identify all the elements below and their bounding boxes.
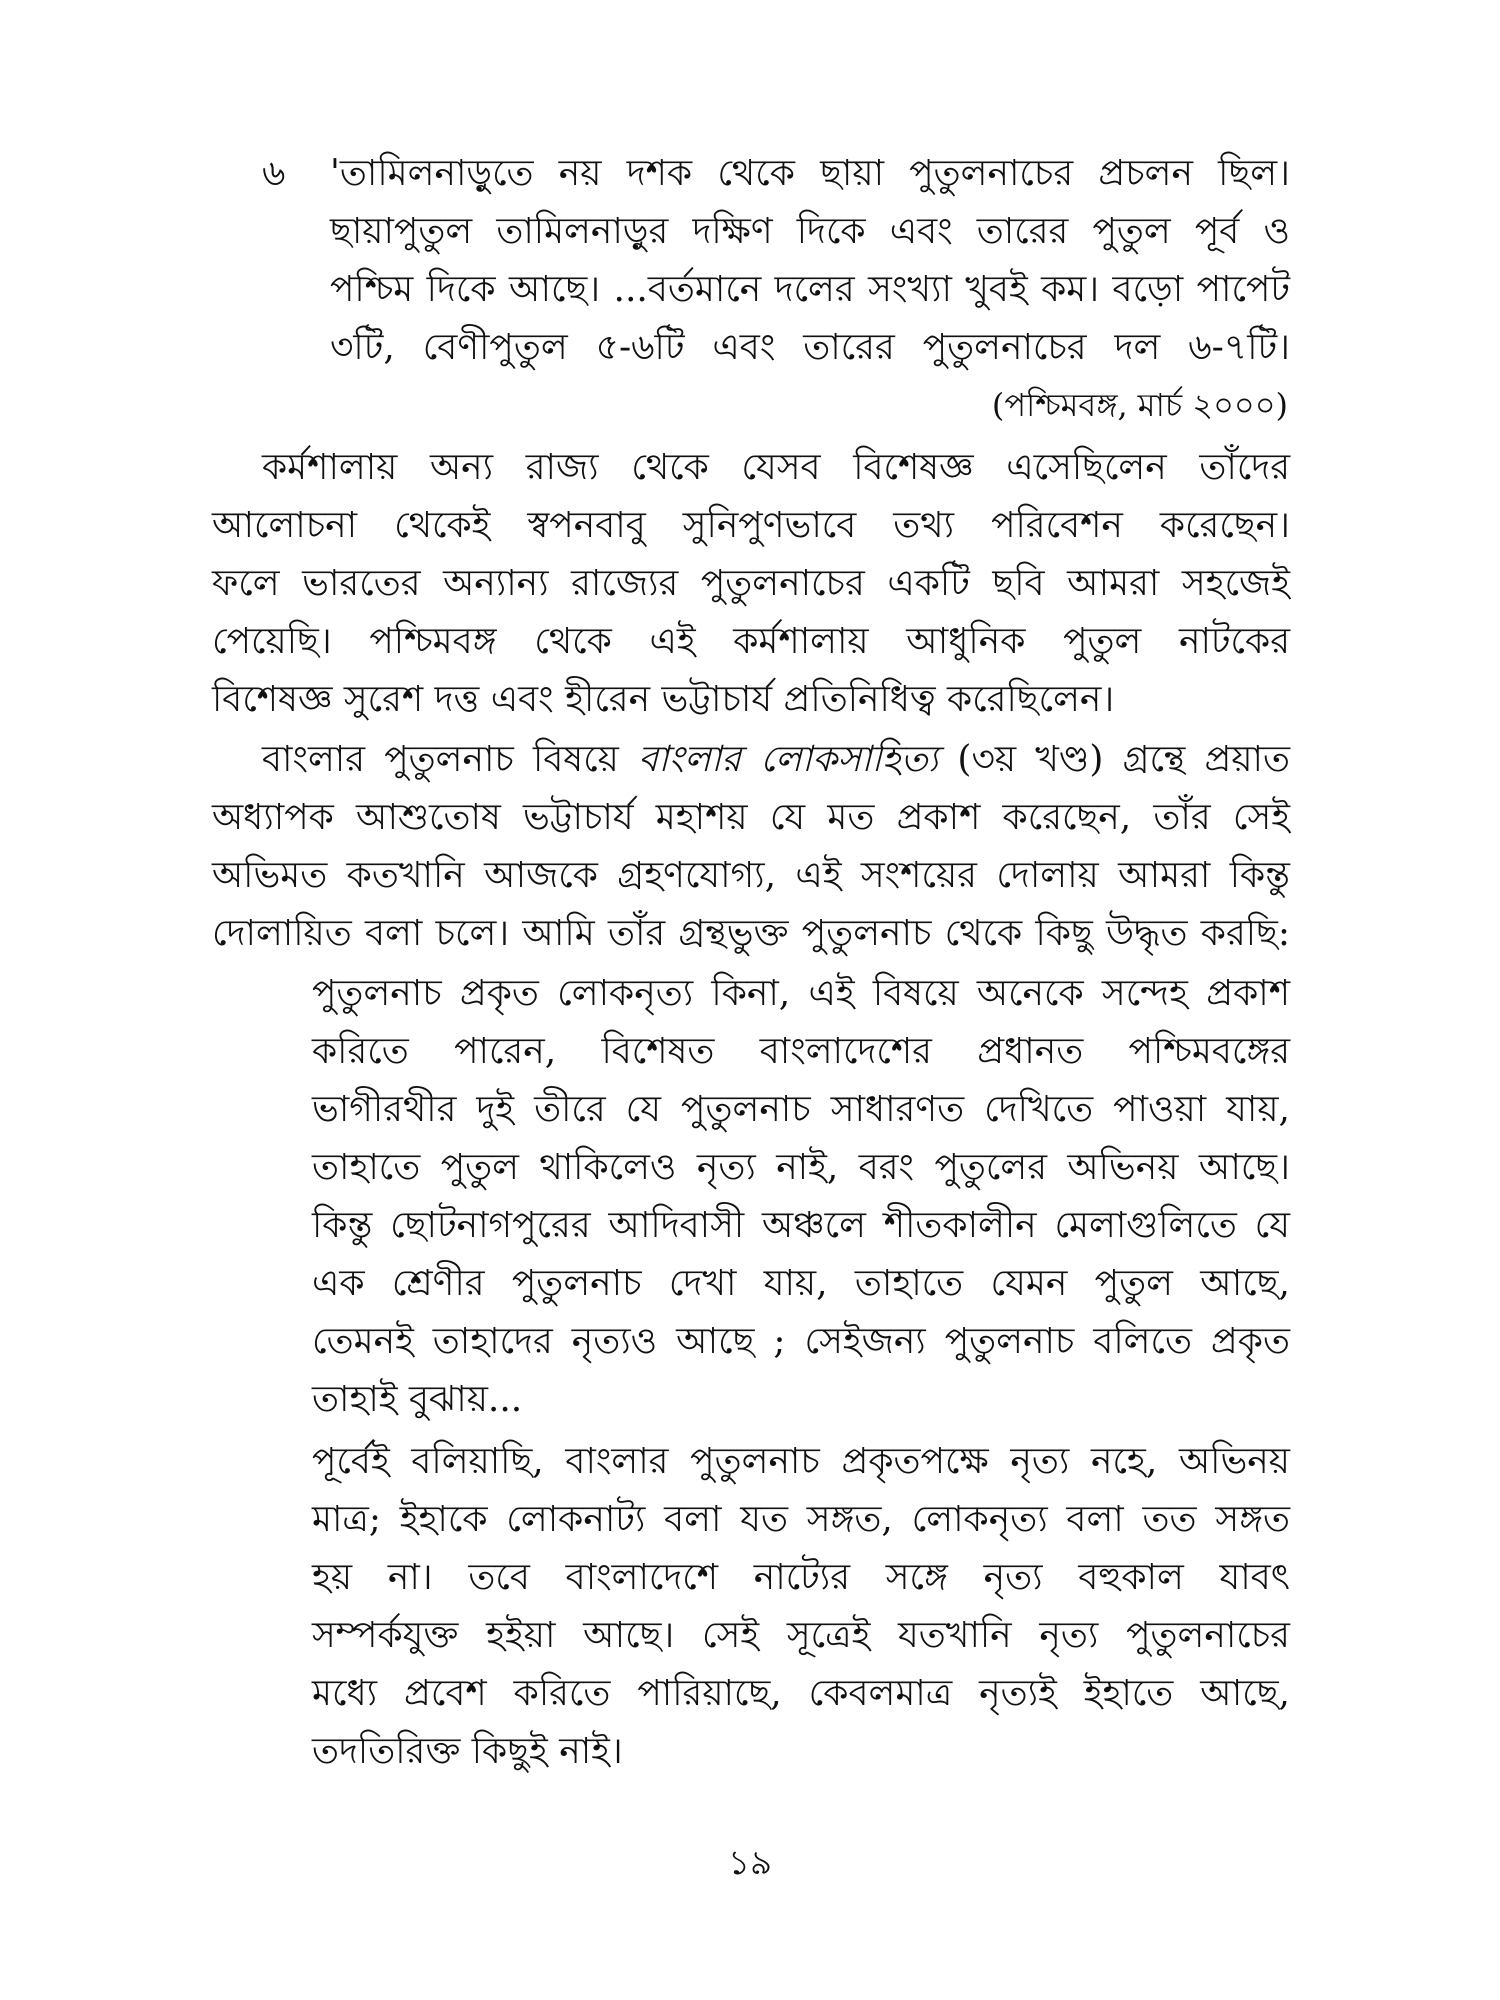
page-number: ১৯ xyxy=(727,1843,773,1883)
quote2-line-1: পূর্বেই বলিয়াছি, বাংলার পুতুলনাচ প্রকৃতপক্ষে নৃত্য নহে, অভিনয় xyxy=(312,1441,1290,1482)
quote-number: ৬ xyxy=(262,153,286,194)
quote1-line-1: পুতুলনাচ প্রকৃত লোকনৃত্য কিনা, এই বিষয়ে অনেকে সন্দেহ প্রকাশ xyxy=(312,973,1290,1014)
quote1-line-2: করিতে পারেন, বিশেষত বাংলাদেশের প্রধানত পশ্চিমবঙ্গের xyxy=(312,1031,1290,1072)
para2-line-1-end: (৩য় খণ্ড) গ্রন্থে প্রয়াত xyxy=(938,739,1291,780)
quote2-line-6: তদতিরিক্ত কিছুই নাই। xyxy=(312,1731,623,1772)
quote1-line-3: ভাগীরথীর দুই তীরে যে পুতুলনাচ সাধারণত দেখিতে পাওয়া যায়, xyxy=(312,1089,1290,1130)
para2-line-1-start: বাংলার পুতুলনাচ বিষয়ে xyxy=(262,739,639,780)
quote2-line-4: সম্পর্কযুক্ত হইয়া আছে। সেই সূত্রেই যতখানি নৃত্য পুতুলনাচের xyxy=(312,1615,1290,1656)
para1-line-5: বিশেষজ্ঞ সুরেশ দত্ত এবং হীরেন ভট্টাচার্য প্রতিনিধিত্ব করেছিলেন। xyxy=(212,679,1115,720)
quote6-line-4: ৩টি, বেণীপুতুল ৫-৬টি এবং তারের পুতুলনাচের দল ৬-৭টি। xyxy=(330,327,1290,368)
para2-line-2: অধ্যাপক আশুতোষ ভট্টাচার্য মহাশয় যে মত প্রকাশ করেছেন, তাঁর সেই xyxy=(212,797,1290,838)
book-title: বাংলার লোকসাহিত্য xyxy=(638,739,939,780)
para1-line-1: কর্মশালায় অন্য রাজ্য থেকে যেসব বিশেষজ্ঞ এসেছিলেন তাঁদের xyxy=(262,447,1290,488)
para2-line-1 xyxy=(262,732,1290,788)
para1-line-4: পেয়েছি। পশ্চিমবঙ্গ থেকে এই কর্মশালায় আধুনিক পুতুল নাটকের xyxy=(212,621,1290,662)
para1-line-3: ফলে ভারতের অন্যান্য রাজ্যের পুতুলনাচের একটি ছবি আমরা সহজেই xyxy=(212,563,1290,604)
quote6-line-3: পশ্চিম দিকে আছে। ...বর্তমানে দলের সংখ্যা খুবই কম। বড়ো পাপেট xyxy=(330,269,1290,310)
quote2-line-5: মধ্যে প্রবেশ করিতে পারিয়াছে, কেবলমাত্র নৃত্যই ইহাতে আছে, xyxy=(312,1673,1290,1714)
quote1-line-7: তেমনই তাহাদের নৃত্যও আছে ; সেইজন্য পুতুলনাচ বলিতে প্রকৃত xyxy=(312,1321,1290,1362)
quote6-line-1: 'তামিলনাড়ুতে নয় দশক থেকে ছায়া পুতুলনাচের প্রচলন ছিল। xyxy=(330,153,1290,194)
quote2-line-2: মাত্র; ইহাকে লোকনাট্য বলা যত সঙ্গত, লোকনৃত্য বলা তত সঙ্গত xyxy=(312,1499,1290,1540)
para1-line-2: আলোচনা থেকেই স্বপনবাবু সুনিপুণভাবে তথ্য পরিবেশন করেছেন। xyxy=(212,505,1290,546)
quote1-line-4: তাহাতে পুতুল থাকিলেও নৃত্য নাই, বরং পুতুলের অভিনয় আছে। xyxy=(312,1147,1290,1188)
quote1-line-8: তাহাই বুঝায়... xyxy=(312,1379,523,1420)
quote1-line-6: এক শ্রেণীর পুতুলনাচ দেখা যায়, তাহাতে যেমন পুতুল আছে, xyxy=(312,1263,1290,1304)
para2-line-4: দোলায়িত বলা চলে। আমি তাঁর গ্রন্থভুক্ত পুতুলনাচ থেকে কিছু উদ্ধৃত করছি: xyxy=(212,913,1290,954)
quote6-source: (পশ্চিমবঙ্গ, মার্চ ২০০০) xyxy=(991,386,1288,424)
quote6-line-2: ছায়াপুতুল তামিলনাড়ুর দক্ষিণ দিকে এবং তারের পুতুল পূর্ব ও xyxy=(330,211,1290,252)
quote1-line-5: কিন্তু ছোটনাগপুরের আদিবাসী অঞ্চলে শীতকালীন মেলাগুলিতে যে xyxy=(312,1205,1290,1246)
para2-line-3: অভিমত কতখানি আজকে গ্রহণযোগ্য, এই সংশয়ের দোলায় আমরা কিন্তু xyxy=(212,855,1290,896)
quote2-line-3: হয় না। তবে বাংলাদেশে নাট্যের সঙ্গে নৃত্য বহুকাল যাবৎ xyxy=(312,1557,1290,1598)
